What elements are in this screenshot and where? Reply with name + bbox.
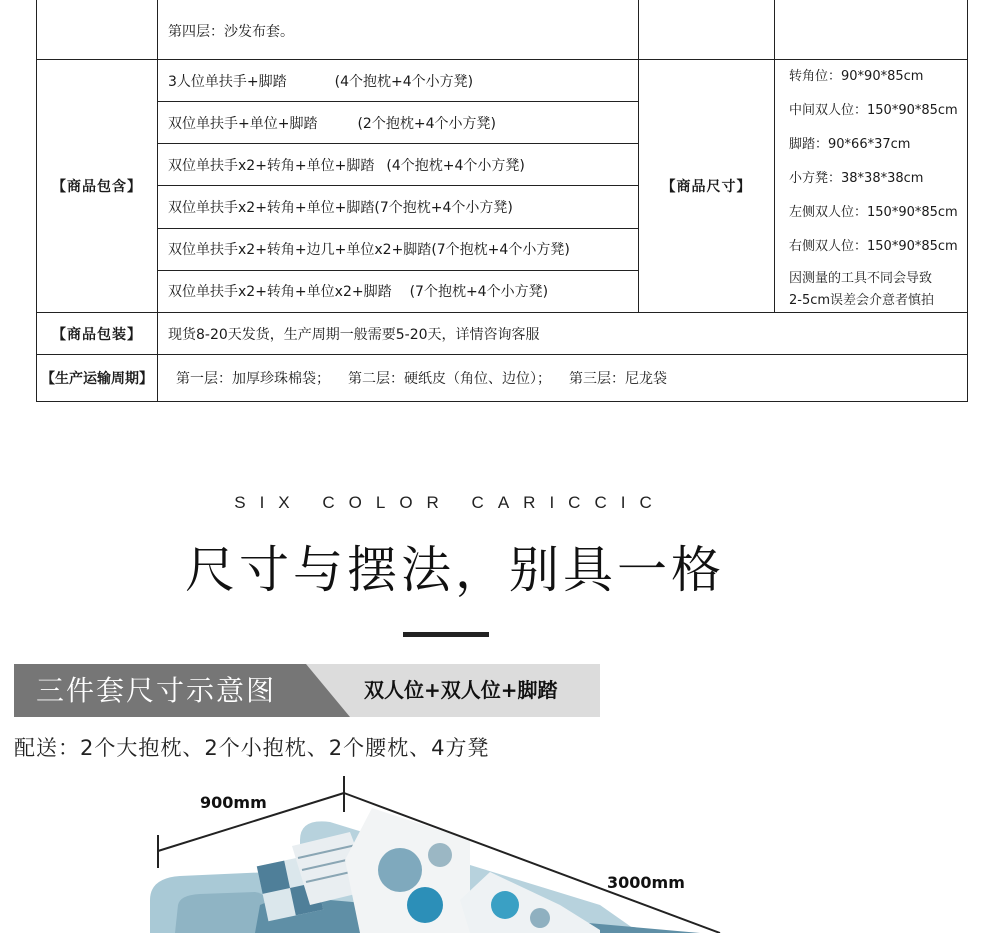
contents-row-3: 双位单扶手x2+转角+单位+脚踏 (4个抱枕+4个小方凳) [158, 144, 639, 186]
width-dimension-label: 900mm [200, 793, 267, 812]
delivery-note: 配送：2个大抱枕、2个小抱枕、2个腰枕、4方凳 [14, 736, 490, 760]
shipping-value: 第一层：加厚珍珠棉袋； 第二层：硬纸皮（角位、边位）； 第三层：尼龙袋 [158, 355, 968, 402]
floral-motif-5 [530, 908, 550, 928]
length-dimension-label: 3000mm [607, 873, 685, 892]
section-eyebrow: SIX COLOR CARICCIC [234, 493, 666, 512]
shipping-label: 【生产运输周期】 [37, 355, 158, 402]
size-corner: 转角位：90*90*85cm [789, 69, 924, 84]
contents-label: 【商品包含】 [37, 60, 158, 313]
contents-row-1: 3人位单扶手+脚踏 (4个抱枕+4个小方凳) [158, 60, 639, 102]
size-left-loveseat: 左侧双人位：150*90*85cm [789, 205, 958, 220]
diagram-banner [14, 664, 600, 717]
after-sales-value [775, 0, 968, 60]
sizes-list [775, 60, 968, 313]
checker-square-a [257, 861, 290, 894]
product-info-table [36, 0, 968, 402]
sofa-arm-inner [175, 892, 268, 933]
size-small-stool: 小方凳：38*38*38cm [789, 171, 924, 186]
packaging-label: 【商品包装】 [37, 313, 158, 355]
size-disclaimer: 因测量的工具不同会导致 2-5cm误差会介意者慎拍 [789, 271, 935, 308]
floral-motif-3 [428, 843, 452, 867]
banner-subtitle: 双人位+双人位+脚踏 [364, 678, 558, 702]
headline-divider [403, 632, 489, 637]
fabric-cover-cell [158, 0, 639, 60]
size-middle-loveseat: 中间双人位：150*90*85cm [789, 103, 958, 118]
floral-motif-1 [378, 848, 422, 892]
contents-row-2: 双位单扶手+单位+脚踏 (2个抱枕+4个小方凳) [158, 102, 639, 144]
contents-row-5: 双位单扶手x2+转角+边几+单位x2+脚踏(7个抱枕+4个小方凳) [158, 228, 639, 270]
after-sales-label [639, 0, 775, 60]
sofa-diagram [0, 760, 990, 933]
size-ottoman: 脚踏：90*66*37cm [789, 137, 911, 152]
blank-label-cell [37, 0, 158, 60]
sizes-label: 【商品尺寸】 [639, 60, 775, 313]
floral-motif-4 [491, 891, 519, 919]
section-headline: 尺寸与摆法，别具一格 [185, 541, 725, 599]
contents-row-6: 双位单扶手x2+转角+单位x2+脚踏 (7个抱枕+4个小方凳) [158, 270, 639, 312]
fabric-cover-text: 第四层：沙发布套。 [168, 24, 294, 40]
contents-row-4: 双位单扶手x2+转角+单位+脚踏(7个抱枕+4个小方凳) [158, 186, 639, 228]
size-right-loveseat: 右侧双人位：150*90*85cm [789, 239, 958, 254]
floral-motif-2 [407, 887, 443, 923]
packaging-value: 现货8-20天发货，生产周期一般需要5-20天，详情咨询客服 [158, 313, 968, 355]
banner-title: 三件套尺寸示意图 [36, 674, 277, 707]
